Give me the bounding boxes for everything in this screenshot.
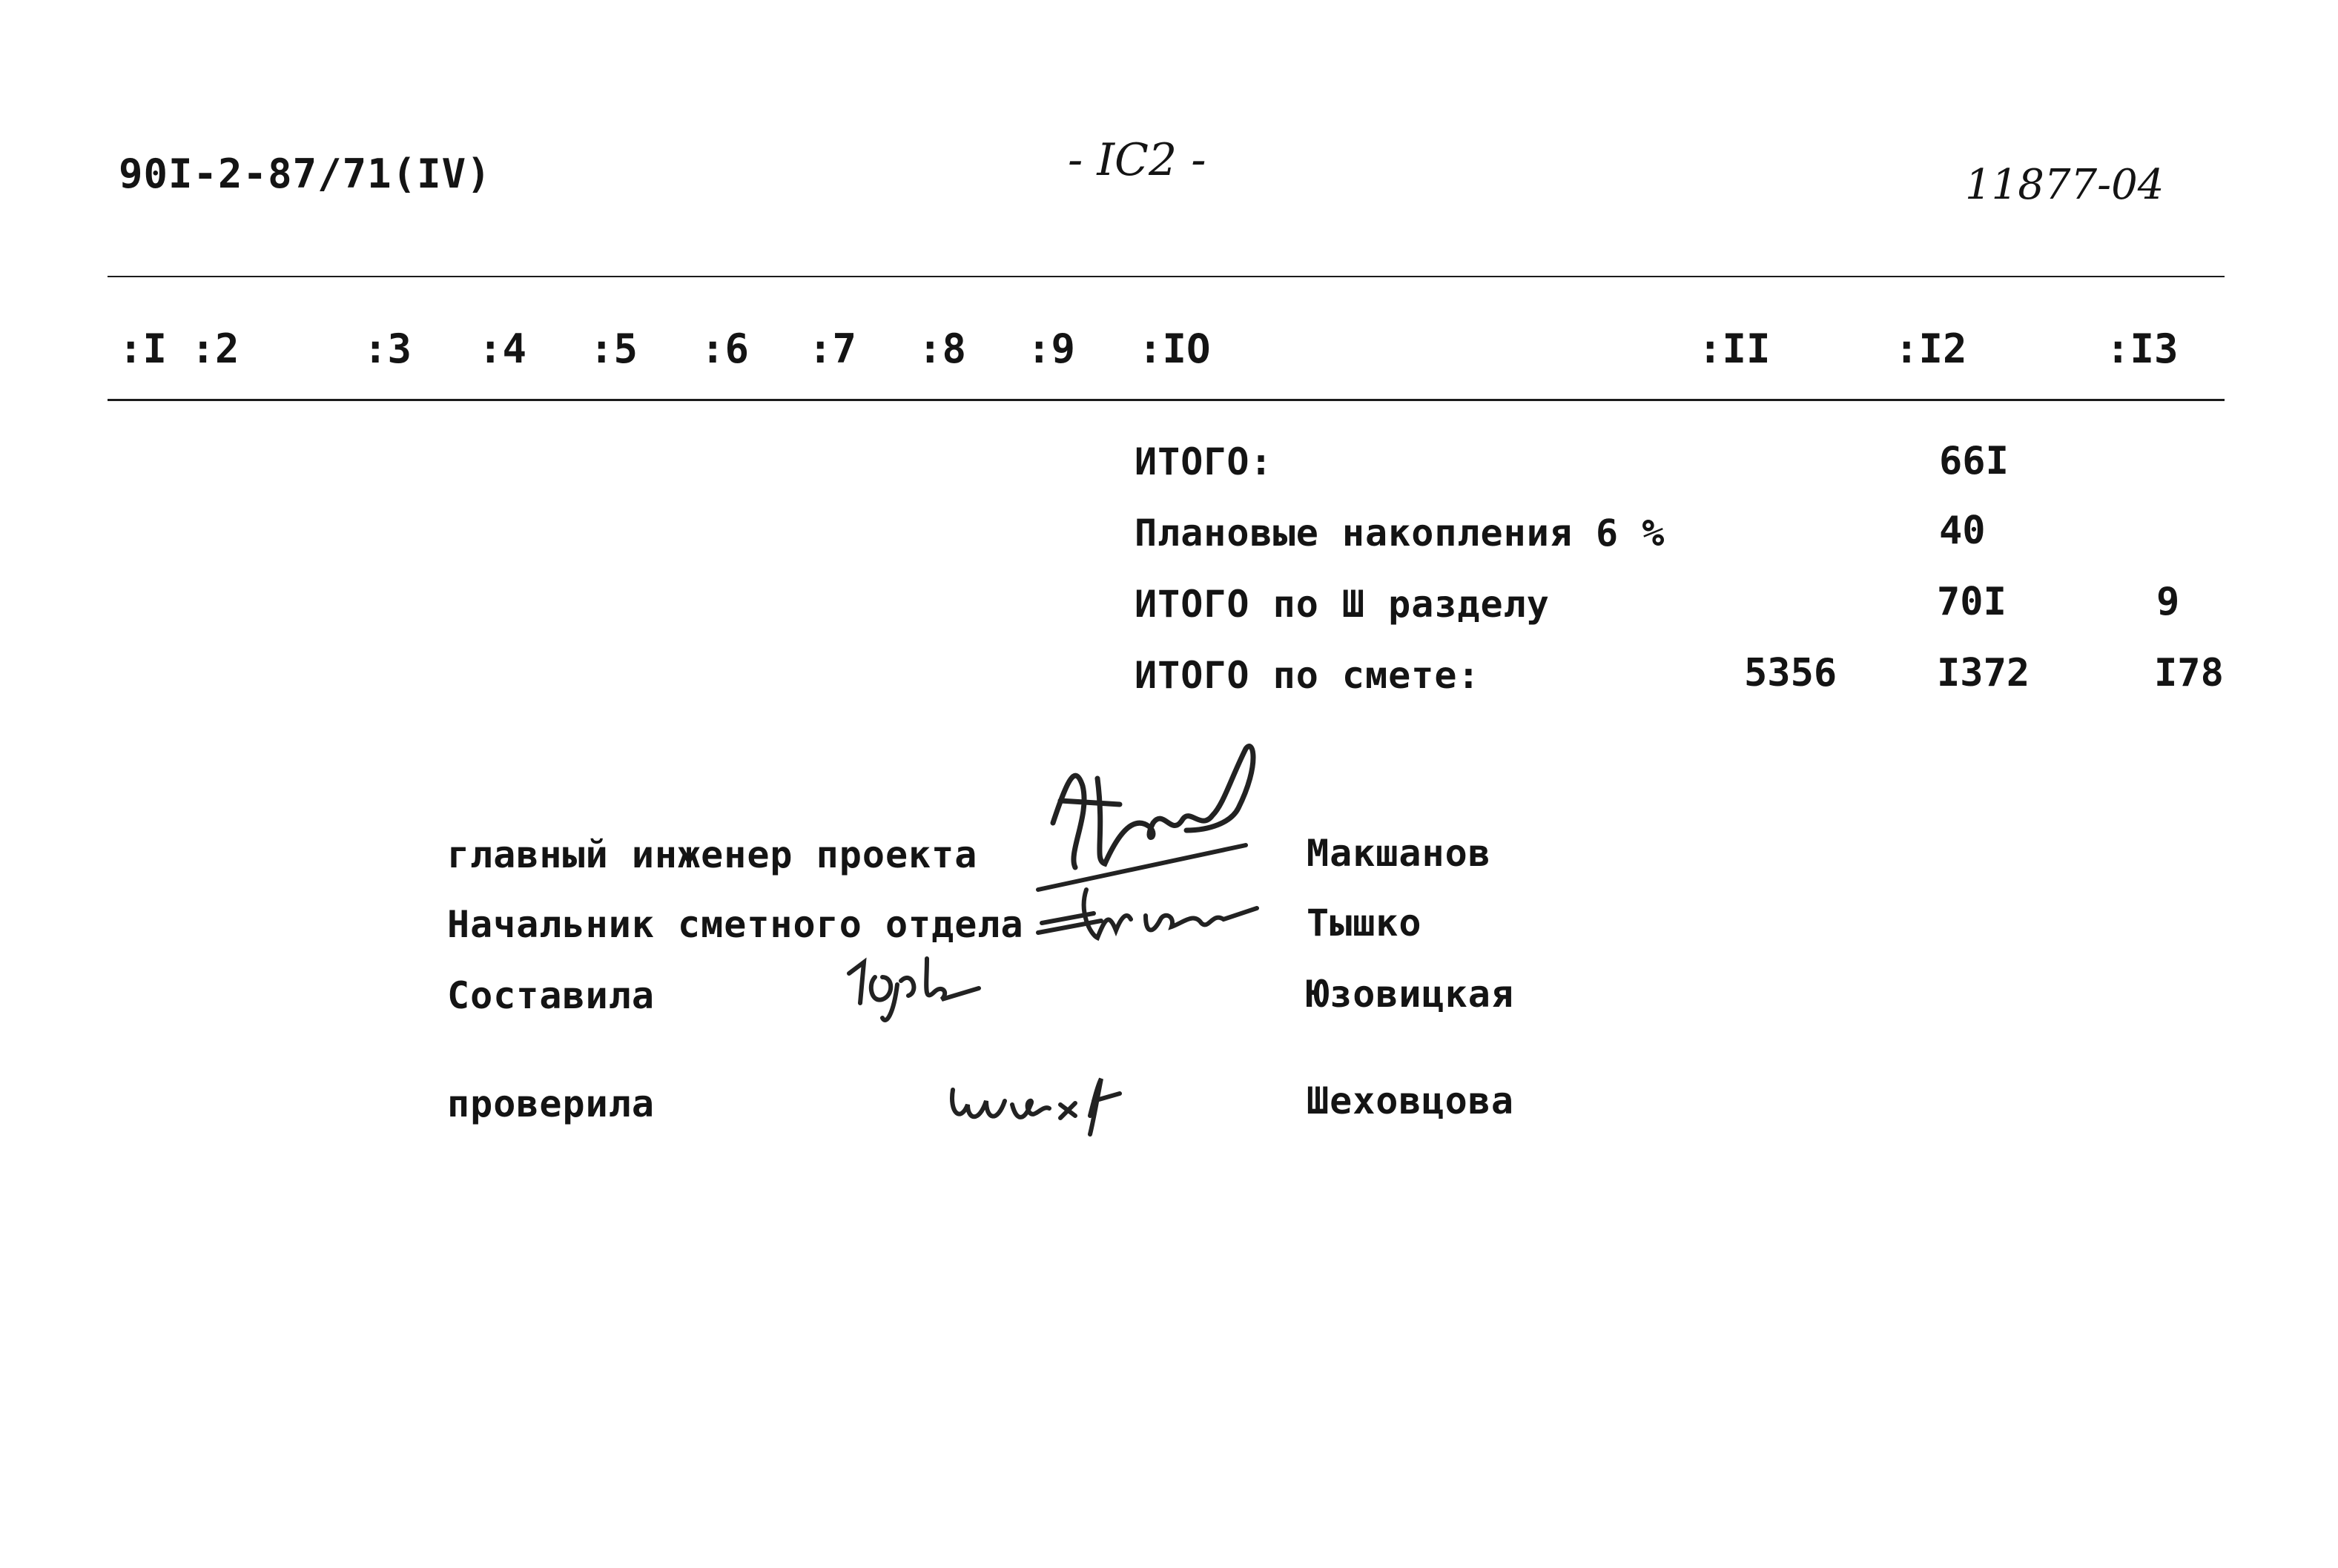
summary-value-c13: 9 bbox=[2156, 580, 2180, 624]
col-6: :6 bbox=[701, 325, 750, 372]
signature-name: Макшанов bbox=[1307, 832, 1491, 875]
summary-value-c12: 70I bbox=[1937, 580, 2007, 624]
summary-label-estimate-total: ИТОГО по смете: bbox=[1135, 654, 1481, 697]
col-8: :8 bbox=[918, 325, 967, 372]
summary-value-c13: I78 bbox=[2154, 651, 2224, 695]
signature-role: Составила bbox=[447, 974, 655, 1017]
signature-name: Тышко bbox=[1307, 902, 1422, 945]
col-4: :4 bbox=[478, 325, 527, 372]
header-rule bbox=[108, 399, 2225, 401]
col-9: :9 bbox=[1027, 325, 1076, 372]
col-10: :IO bbox=[1138, 325, 1211, 372]
summary-label-accumulations: Плановые накопления 6 % bbox=[1135, 512, 1665, 555]
summary-value-c12: 66I bbox=[1939, 439, 2009, 483]
col-13: :I3 bbox=[2106, 325, 2179, 372]
compiler-signature bbox=[830, 940, 994, 1029]
summary-label-section-total: ИТОГО по Ш разделу bbox=[1135, 583, 1550, 626]
signature-name: Юзовицкая bbox=[1307, 973, 1514, 1016]
signature-role: Начальник сметного отдела bbox=[447, 903, 1024, 946]
summary-value-c11: 5356 bbox=[1744, 651, 1837, 695]
col-11: :II bbox=[1698, 325, 1771, 372]
col-3: :3 bbox=[363, 325, 412, 372]
archive-number: 11877-04 bbox=[1965, 161, 2164, 209]
col-12: :I2 bbox=[1895, 325, 1967, 372]
summary-value-c12: 40 bbox=[1939, 509, 1986, 553]
col-5: :5 bbox=[590, 325, 638, 372]
summary-label-total: ИТОГО: bbox=[1135, 440, 1273, 483]
col-1-2: :I :2 bbox=[119, 325, 240, 372]
signature-role: проверила bbox=[447, 1082, 655, 1125]
summary-value-c12: I372 bbox=[1937, 651, 2030, 695]
top-rule bbox=[108, 276, 2225, 277]
col-7: :7 bbox=[808, 325, 857, 372]
checker-signature bbox=[942, 1060, 1157, 1142]
document-code: 90I-2-87/71(IV) bbox=[119, 150, 492, 197]
estimate-head-signature bbox=[1034, 867, 1279, 949]
signature-name: Шеховцова bbox=[1307, 1079, 1514, 1122]
page-number: - IC2 - bbox=[1068, 134, 1206, 186]
signature-role: главный инженер проекта bbox=[447, 833, 978, 876]
